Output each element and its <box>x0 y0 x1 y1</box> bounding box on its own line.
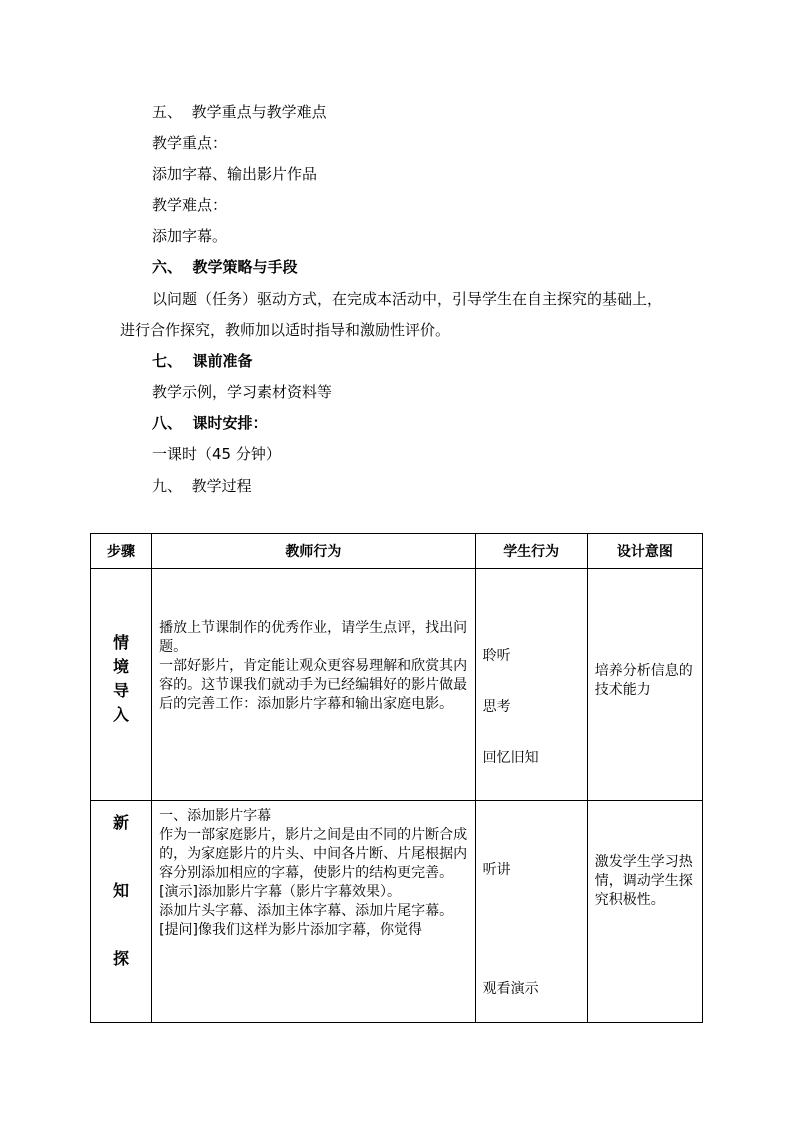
section-eight-heading: 八、 课时安排： <box>152 414 268 432</box>
difficult-points-label: 教学难点： <box>152 196 228 214</box>
step-cell <box>91 801 152 1023</box>
step-char: 新 <box>113 813 130 832</box>
student-cell <box>475 801 587 1023</box>
strategy-paragraph-line2: 进行合作探究，教师加以适时指导和激励性评价。 <box>120 321 451 339</box>
step-char: 入 <box>113 705 130 724</box>
step-char: 探 <box>113 949 130 968</box>
teacher-paragraph: 一、添加影片字幕 <box>159 808 272 824</box>
header-intent: 设计意图 <box>587 534 702 569</box>
section-six-heading: 六、 教学策略与手段 <box>152 258 298 276</box>
student-activity: 思考 <box>482 699 511 715</box>
intent-text: 培养分析信息的技术能力 <box>594 663 693 698</box>
strategy-paragraph-line1: 以问题（任务）驱动方式，在完成本活动中，引导学生在自主探究的基础上， <box>152 290 663 308</box>
step-char: 知 <box>113 881 130 900</box>
teacher-cell <box>152 569 476 801</box>
section-nine-heading: 九、 教学过程 <box>152 477 252 495</box>
header-student: 学生行为 <box>475 534 587 569</box>
intent-cell <box>587 801 702 1023</box>
student-activity: 聆听 <box>482 648 511 664</box>
teacher-paragraph: 播放上节课制作的优秀作业，请学生点评，找出问题。 <box>159 620 468 655</box>
preparation-text: 教学示例，学习素材资料等 <box>152 383 333 401</box>
intent-text: 激发学生学习热情，调动学生探究积极性。 <box>594 854 693 908</box>
key-points-text: 添加字幕、输出影片作品 <box>152 165 318 183</box>
key-points-label: 教学重点： <box>152 134 228 152</box>
step-char: 情 <box>113 633 130 652</box>
student-activity: 听讲 <box>482 862 511 878</box>
step-char: 境 <box>113 657 130 676</box>
teacher-paragraph: 添加片头字幕、添加主体字幕、添加片尾字幕。 <box>159 903 454 919</box>
intent-cell <box>587 569 702 801</box>
class-hours-text: 一课时（45 分钟） <box>152 445 281 463</box>
student-cell <box>475 569 587 801</box>
step-char: 导 <box>113 681 130 700</box>
section-seven-heading: 七、 课前准备 <box>152 352 253 370</box>
teacher-paragraph: [演示]添加影片字幕（影片字幕效果）。 <box>159 884 402 900</box>
header-step: 步骤 <box>91 534 152 569</box>
section-five-heading: 五、 教学重点与教学难点 <box>152 103 327 121</box>
header-teacher: 教师行为 <box>152 534 476 569</box>
student-activity: 回忆旧知 <box>482 750 539 766</box>
teacher-cell <box>152 801 476 1023</box>
difficult-points-text: 添加字幕。 <box>152 227 228 245</box>
table-row <box>91 801 703 1023</box>
teacher-paragraph: 一部好影片，肯定能让观众更容易理解和欣赏其内容的。这节课我们就动手为已经编辑好的影片做最后的完善工作：添加影片字幕和输出家庭电影。 <box>159 658 468 712</box>
student-activity: 观看演示 <box>482 981 539 997</box>
table-header-row <box>91 534 703 569</box>
teacher-paragraph: 作为一部家庭影片，影片之间是由不同的片断合成的，为家庭影片的片头、中间各片断、片尾根据内容分别添加相应的字幕，使影片的结构更完善。 <box>159 827 468 881</box>
teaching-process-table <box>90 533 703 1023</box>
teacher-paragraph: [提问]像我们这样为影片添加字幕，你觉得 <box>159 922 423 938</box>
table-row <box>91 569 703 801</box>
step-cell <box>91 569 152 801</box>
